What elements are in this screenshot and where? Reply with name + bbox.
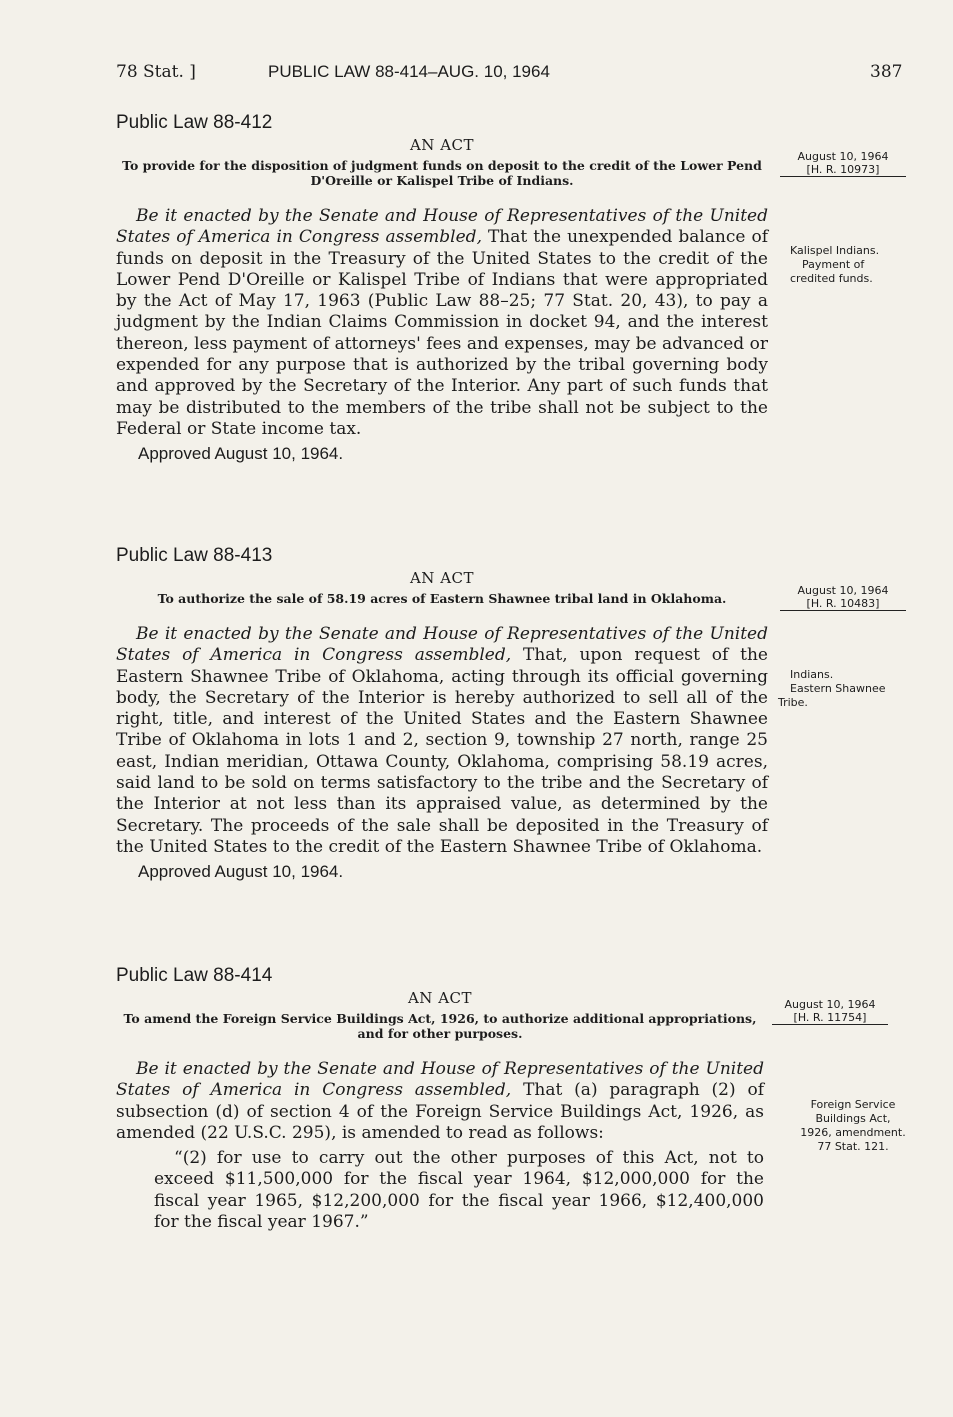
margin-note-line: 77 Stat. 121. — [817, 1140, 889, 1153]
body-text: That (a) paragraph (2) of subsection (d) of section 4 of the Foreign Service Buildings Act, 1926, as amended (22 U.S.C. 295), is amended to read as follows: — [116, 1080, 764, 1143]
margin-note-line: Buildings Act, — [815, 1112, 891, 1125]
law-body — [116, 1059, 764, 1144]
margin-note-line: Kalispel Indians. — [790, 244, 880, 257]
page-number: 387 — [870, 62, 903, 82]
law-88-412 — [116, 112, 768, 464]
law-purpose: To amend the Foreign Service Buildings Act, 1926, to authorize additional appropriations, and for other purposes. — [123, 1011, 757, 1041]
law-purpose: To authorize the sale of 58.19 acres of Eastern Shawnee tribal land in Oklahoma. — [157, 591, 727, 606]
enacting-clause: Be it enacted by the Senate and House of Representatives of the United States of America in Congress assembled, — [116, 206, 768, 248]
law-purpose: To provide for the disposition of judgment funds on deposit to the credit of the Lower Pend D'Oreille or Kalispel Tribe of Indians. — [122, 158, 762, 188]
law-body — [116, 624, 768, 858]
an-act-heading: AN ACT — [409, 136, 475, 154]
law-body — [116, 206, 768, 440]
margin-bill-number: [H. R. 10483] — [780, 597, 906, 611]
margin-note-line: credited funds. — [790, 272, 873, 285]
running-head-title: PUBLIC LAW 88-414–AUG. 10, 1964 — [268, 62, 550, 81]
enacting-clause: Be it enacted by the Senate and House of Representatives of the United States of America in Congress assembled, — [116, 624, 768, 666]
body-text: That the unexpended balance of funds on deposit in the Treasury of the United States to the credit of the Lower Pend D'Oreille or Kalispel Tribe of Indians that were appropriated by the Act of May 17, 1963 (Public Law 88–25; 77 Stat. 20, 43), to pay a judgment by the Indian Claims Commission in docket 94, and the interest thereon, less payment of attorneys' fees and expenses, may be advanced or expended for any purpose that is authorized by the tribal governing body and approved by the Secretary of the Interior. Any part of such funds that may be distributed to the members of the tribe shall not be subject to the Federal or State income tax. — [116, 227, 768, 439]
body-text: That, upon request of the Eastern Shawnee Tribe of Oklahoma, acting through its official governing body, the Secretary of the Interior is hereby authorized to sell all of the right, title, and interest of the United States and the Eastern Shawnee Tribe of Oklahoma in lots 1 and 2, section 9, township 27 north, range 25 east, Indian meridian, Ottawa County, Oklahoma, comprising 58.19 acres, said land to be sold on terms satisfactory to the tribe and the Secretary of the Interior at not less than its appraised value, as determined by the Secretary. The proceeds of the sale shall be deposited in the Treasury of the United States to the credit of the Eastern Shawnee Tribe of Oklahoma. — [116, 645, 768, 857]
an-act-heading: AN ACT — [409, 569, 475, 587]
an-act-heading: AN ACT — [407, 989, 473, 1007]
approval-line: Approved August 10, 1964. — [138, 444, 344, 464]
margin-date-block — [772, 998, 888, 1025]
law-title: Public Law 88-412 — [116, 112, 273, 133]
margin-note — [778, 668, 928, 710]
law-title: Public Law 88-414 — [116, 965, 273, 986]
margin-note — [778, 1098, 928, 1154]
law-88-413 — [116, 545, 768, 882]
margin-note-line: Payment of — [802, 258, 865, 271]
margin-date: August 10, 1964 — [784, 998, 876, 1011]
law-title: Public Law 88-413 — [116, 545, 273, 566]
margin-date-block — [780, 150, 906, 177]
margin-note-line: Indians. — [790, 668, 834, 681]
margin-bill-number: [H. R. 10973] — [780, 163, 906, 177]
margin-note-line: Eastern Shawnee — [790, 682, 886, 695]
margin-note — [790, 244, 930, 286]
margin-date: August 10, 1964 — [797, 150, 889, 163]
running-head-left: 78 Stat. ] — [116, 62, 196, 82]
enacting-clause: Be it enacted by the Senate and House of Representatives of the United States of America in Congress assembled, — [116, 1059, 764, 1101]
margin-date-block — [780, 584, 906, 611]
margin-note-line: Foreign Service — [810, 1098, 896, 1111]
margin-bill-number: [H. R. 11754] — [772, 1011, 888, 1025]
approval-line: Approved August 10, 1964. — [138, 862, 344, 882]
amended-paragraph-quote: “(2) for use to carry out the other purposes of this Act, not to exceed $11,500,000 for the fiscal year 1964, $12,000,000 for the fiscal year 1965, $12,200,000 for the fiscal year 1966, $12,400,000 for the fiscal year 1967.” — [154, 1148, 764, 1233]
law-88-414 — [116, 965, 764, 1233]
margin-date: August 10, 1964 — [797, 584, 889, 597]
margin-note-line: 1926, amendment. — [800, 1126, 906, 1139]
margin-note-line: Tribe. — [778, 696, 808, 709]
